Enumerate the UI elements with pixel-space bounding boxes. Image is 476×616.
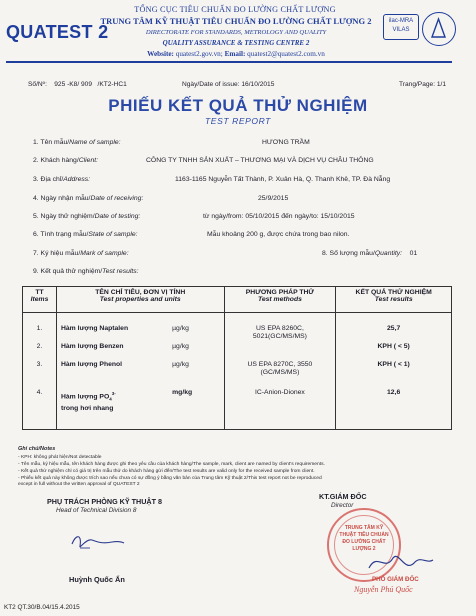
client-label: 2. Khách hàng/Client: [33,157,98,164]
table-row: 2. Hàm lượng Benzen µg/kg KPH ( < 5) [23,341,452,361]
table-header-row [23,287,452,313]
website-link[interactable]: quatest2.gov.vn [175,50,221,58]
deputy-director-name: Nguyễn Phú Quốc [354,585,413,594]
right-signatory-subtitle: Director [331,502,354,509]
quatest-logo: QUATEST 2 [6,22,109,42]
deputy-director-title: PHÓ GIÁM ĐỐC [372,576,419,583]
quantity-label: 8. Số lượng mẫu/Quantity: 01 [322,250,418,257]
address-label: 3. Địa chỉ/Address: [33,176,91,183]
sample-name-value: HƯƠNG TRẦM [262,139,310,146]
website-label: Website: [147,50,174,58]
table-row: 4. Hàm lượng $PO_4^{3-}$ trong hơi nhang mg/kg IC-Anion-Dionex 12,6 [23,383,452,429]
page-title: PHIẾU KẾT QUẢ THỬ NGHIỆM [108,96,368,115]
issue-date: Ngày/Date of issue: 16/10/2015 [182,81,275,88]
sample-state-label: 6. Tình trạng mẫu/State of sample: [33,231,138,238]
page-subtitle: TEST REPORT [205,116,271,126]
testing-date-label: 5. Ngày thử nghiệm/Date of testing: [33,213,141,220]
col-header-result: KẾT QUẢ THỬ NGHIỆM Test results [336,287,452,313]
left-signatory-name: Huỳnh Quốc Ấn [69,575,125,584]
results-table [22,286,452,430]
email-label: Email: [224,50,246,58]
header-contact: Website: quatest2.gov.vn; Email: quatest2@quatest2.com.vn [147,50,325,58]
sample-state-value: Mẫu khoảng 200 g, được chứa trong bao nilon. [207,231,350,238]
quantity-value: 01 [409,250,418,257]
receiving-date-value: 25/9/2015 [258,195,289,202]
header-centre-en: QUALITY ASSURANCE & TESTING CENTRE 2 [162,39,310,47]
right-signature-icon [365,548,435,578]
ilac-badge-icon: ilac-MRA VILAS [383,14,419,40]
note-line: - KPH: không phát hiện/Not detectable [18,455,102,460]
note-line: except in full without the written approval of QUATEST 2 [18,482,140,487]
col-header-tt: TT Items [23,287,57,313]
col-header-criteria: TÊN CHỈ TIÊU, ĐƠN VỊ TÍNH Test properties and units [56,287,224,313]
address-value: 1163-1165 Nguyễn Tất Thành, P. Xuân Hà, Q. Thanh Khê, TP. Đà Nẵng [175,176,391,183]
client-value: CÔNG TY TNHH SẢN XUẤT – THƯƠNG MẠI VÀ DỊCH VỤ CHÂU THÔNG [146,157,374,164]
left-signature-icon [66,530,126,554]
header-centre-vn: TRUNG TÂM KỸ THUẬT TIÊU CHUẨN ĐO LƯỜNG CHẤT LƯỢNG 2 [100,16,372,26]
report-number: Số/Nº: 925 -K8/ 909 /KT2-HC1 [28,81,127,88]
page-number: Trang/Page: 1/1 [399,81,447,88]
sample-name-label: 1. Tên mẫu/Name of sample: [33,139,121,146]
note-line: - Phiếu kết quả này không được trích sao nếu chưa có sự đồng ý bằng văn bản của Trung tâm Kỹ thuật 2/This test report not be reproduced [18,476,322,481]
notes-heading: Ghi chú/Notes [18,446,56,452]
stamp-text: TRUNG TÂM KỸ THUẬT TIÊU CHUẨN ĐO LƯỜNG CHẤT LƯỢNG 2 [339,525,389,552]
testing-date-value: từ ngày/from: 05/10/2015 đến ngày/to: 15/10/2015 [203,213,355,220]
header-directorate-vn: TỔNG CỤC TIÊU CHUẨN ĐO LƯỜNG CHẤT LƯỢNG [134,5,336,14]
col-header-method: PHƯƠNG PHÁP THỬ Test methods [224,287,336,313]
note-line: - Kết quả thử nghiệm chỉ có giá trị trên mẫu thử do khách hàng gửi đến/The test results are valid only for the received sample from client. [18,469,315,474]
certification-seal-icon [422,12,456,46]
table-row: 3. Hàm lượng Phenol µg/kg US EPA 8270C, 3550 (GC/MS/MS) KPH ( < 1) [23,361,452,383]
sample-mark-label: 7. Ký hiệu mẫu/Mark of sample: [33,250,129,257]
right-signatory-title: KT.GIÁM ĐỐC [319,492,367,501]
table-row: 1. Hàm lượng Naptalen µg/kg US EPA 8260C, 5021(GC/MS/MS) 25,7 [23,313,452,342]
test-results-label: 9. Kết quả thử nghiệm/Test results: [33,268,139,275]
document-code: KT2 QT.30/B.04/15.4.2015 [4,604,80,611]
left-signatory-title: PHỤ TRÁCH PHÒNG KỸ THUẬT 8 [47,497,163,506]
header-divider [6,61,452,63]
email-link[interactable]: quatest2@quatest2.com.vn [247,50,325,58]
receiving-date-label: 4. Ngày nhận mẫu/Date of receiving: [33,195,144,202]
header-directorate-en: DIRECTORATE FOR STANDARDS, METROLOGY AND QUALITY [145,29,327,36]
left-signatory-subtitle: Head of Technical Division 8 [56,507,137,514]
note-line: - Tên mẫu, ký hiệu mẫu, tên khách hàng được ghi theo yêu cầu của khách hàng/The sample, mark, client are named by client's requirements. [18,462,325,467]
